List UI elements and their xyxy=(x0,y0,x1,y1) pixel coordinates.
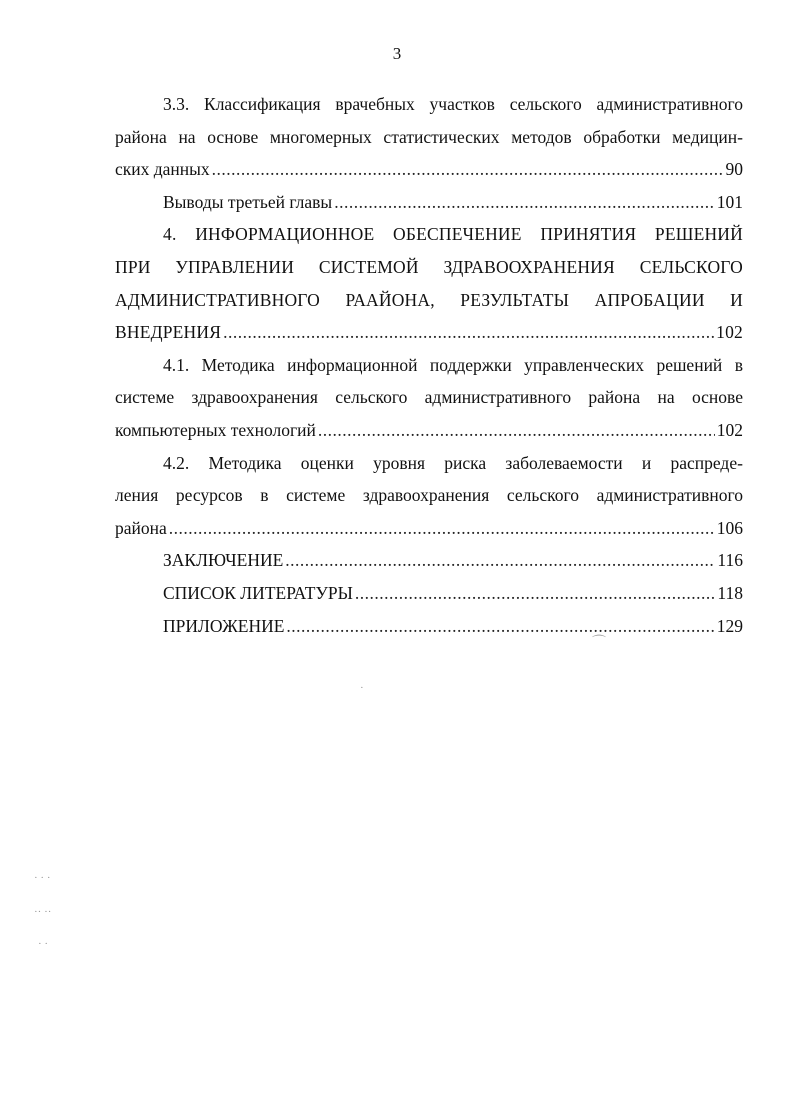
toc-entry-title: СПИСОК ЛИТЕРАТУРЫ xyxy=(163,582,353,603)
dot-leader xyxy=(334,186,715,219)
toc-entry-title: района xyxy=(115,517,167,538)
dot-leader xyxy=(285,544,715,577)
toc-entry-line: района на основе многомерных статистических методов обработки медицин- xyxy=(115,126,743,147)
toc-entry-line: АДМИНИСТРАТИВНОГО РААЙОНА, РЕЗУЛЬТАТЫ АПРОБАЦИИ И xyxy=(115,289,743,310)
toc-page-number: 118 xyxy=(717,582,743,603)
toc-entry-title: ЗАКЛЮЧЕНИЕ xyxy=(163,550,284,571)
toc-entry-final-line xyxy=(115,512,743,545)
toc-entry-title: компьютерных технологий xyxy=(115,419,316,440)
toc-entry-title: Выводы третьей главы xyxy=(163,191,333,212)
toc-entry-chapter-3-conclusions xyxy=(115,186,743,219)
toc-entry-4-2 xyxy=(115,447,743,545)
scan-speck: · · · xyxy=(34,872,51,884)
scan-speck: · · xyxy=(38,938,49,950)
page-number: 3 xyxy=(392,44,402,63)
toc-page-number: 129 xyxy=(716,615,743,636)
toc-entry-final-line xyxy=(115,610,743,643)
dot-leader xyxy=(318,414,715,447)
toc-entry-final-line xyxy=(115,186,743,219)
toc-entry-final-line xyxy=(115,316,743,349)
dot-leader xyxy=(212,153,724,186)
toc-entry-line: 4.2. Методика оценки уровня риска заболеваемости и распреде- xyxy=(163,452,743,473)
toc-entry-chapter-4 xyxy=(115,218,743,348)
scan-speck: ⌒ xyxy=(592,636,606,651)
toc-entry-title: ВНЕДРЕНИЯ xyxy=(115,322,222,343)
scan-speck: ·· ·· xyxy=(34,906,52,918)
dot-leader xyxy=(355,577,716,610)
toc-entry-final-line xyxy=(115,153,743,186)
toc-entry-title: ПРИЛОЖЕНИЕ xyxy=(163,615,285,636)
toc-entry-final-line xyxy=(115,577,743,610)
toc-page-number: 102 xyxy=(716,322,743,343)
toc-page-number: 90 xyxy=(725,159,743,180)
scan-speck: · xyxy=(360,682,364,694)
toc-page-number: 101 xyxy=(716,191,743,212)
toc-entry-line: 4. ИНФОРМАЦИОННОЕ ОБЕСПЕЧЕНИЕ ПРИНЯТИЯ РЕШЕНИЙ xyxy=(163,224,743,245)
toc-entry-appendix xyxy=(115,610,743,643)
toc-page-number: 116 xyxy=(717,550,743,571)
toc-entry-line: ПРИ УПРАВЛЕНИИ СИСТЕМОЙ ЗДРАВООХРАНЕНИЯ СЕЛЬСКОГО xyxy=(115,256,743,277)
table-of-contents xyxy=(115,88,743,642)
toc-entry-4-1 xyxy=(115,349,743,447)
toc-entry-line: ления ресурсов в системе здравоохранения сельского административного xyxy=(115,485,743,506)
toc-entry-line: системе здравоохранения сельского административного района на основе xyxy=(115,387,743,408)
toc-entry-3-3 xyxy=(115,88,743,186)
toc-entry-conclusion xyxy=(115,544,743,577)
toc-entry-line: 4.1. Методика информационной поддержки управленческих решений в xyxy=(163,354,743,375)
toc-entry-final-line xyxy=(115,544,743,577)
toc-page-number: 106 xyxy=(716,517,743,538)
toc-entry-final-line xyxy=(115,414,743,447)
dot-leader xyxy=(169,512,715,545)
toc-entry-references xyxy=(115,577,743,610)
dot-leader xyxy=(286,610,714,643)
toc-page-number: 102 xyxy=(716,419,743,440)
dot-leader xyxy=(223,316,714,349)
toc-entry-line: 3.3. Классификация врачебных участков сельского административного xyxy=(163,94,743,114)
toc-entry-title: ских данных xyxy=(115,159,210,180)
